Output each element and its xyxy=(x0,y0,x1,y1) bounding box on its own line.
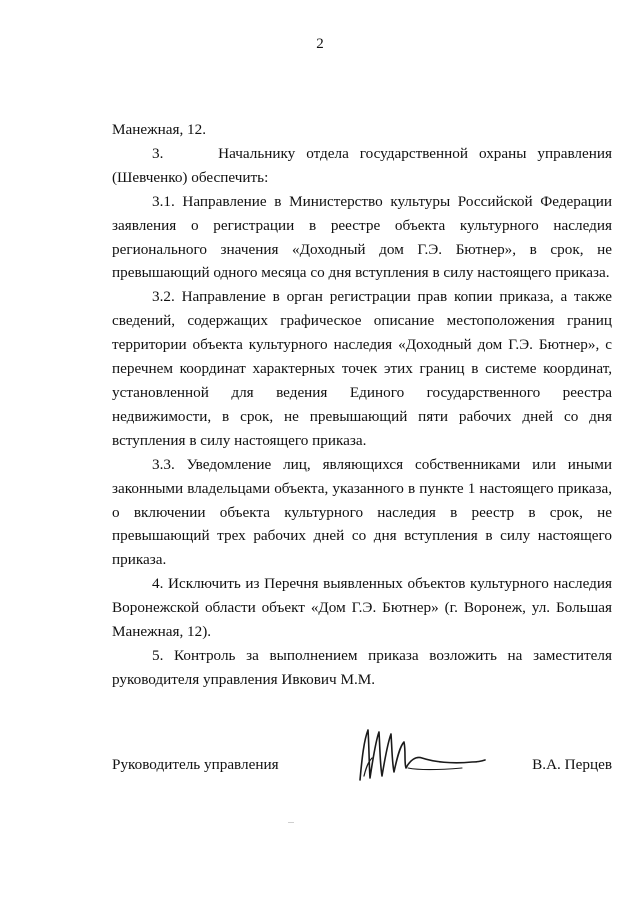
signatory-position: Руководитель управления xyxy=(112,756,279,773)
document-body xyxy=(112,118,612,692)
paragraph-continuation: Манежная, 12. xyxy=(112,121,207,138)
signatory-name: В.А. Перцев xyxy=(532,756,612,773)
paragraph-item-3-1: 3.1. Направление в Министерство культуры Российской Федерации заявления о регистрации в реестре объекта культурного наследия регионального значения «Доходный дом Г.Э. Бютнер», в срок, не превышающий одного месяца со дня вступления в силу настоящего приказа. xyxy=(112,192,612,282)
paragraph-item-3-3: 3.3. Уведомление лиц, являющихся собственниками или иными законными владельцами объекта, указанного в пункте 1 настоящего приказа, о включении объекта культурного наследия в реестр в срок, не превышающий трех рабочих дней со дня вступления в силу настоящего приказа. xyxy=(112,455,612,569)
handwritten-signature xyxy=(342,718,492,788)
paragraph-item-5: 5. Контроль за выполнением приказа возложить на заместителя руководителя управления Ивкович М.М. xyxy=(112,646,612,688)
scan-artifact xyxy=(288,822,294,823)
paragraph-item-4: 4. Исключить из Перечня выявленных объектов культурного наследия Воронежской области объект «Дом Г.Э. Бютнер» (г. Воронеж, ул. Большая Манежная, 12). xyxy=(112,575,612,641)
paragraph-item-3: 3. Начальнику отдела государственной охраны управления (Шевченко) обеспечить: xyxy=(112,144,612,186)
paragraph-item-3-2: 3.2. Направление в орган регистрации прав копии приказа, а также сведений, содержащих графическое описание местоположения границ территории объекта культурного наследия «Доходный дом Г.Э. Бютнер», с перечнем координат характерных точек этих границ в системе координат, установленной для ведения Единого государственного реестра недвижимости, в срок, не превышающий пяти рабочих дней со дня вступления в силу настоящего приказа. xyxy=(112,288,612,449)
page-number: 2 xyxy=(316,36,324,52)
signature-block xyxy=(112,718,612,798)
